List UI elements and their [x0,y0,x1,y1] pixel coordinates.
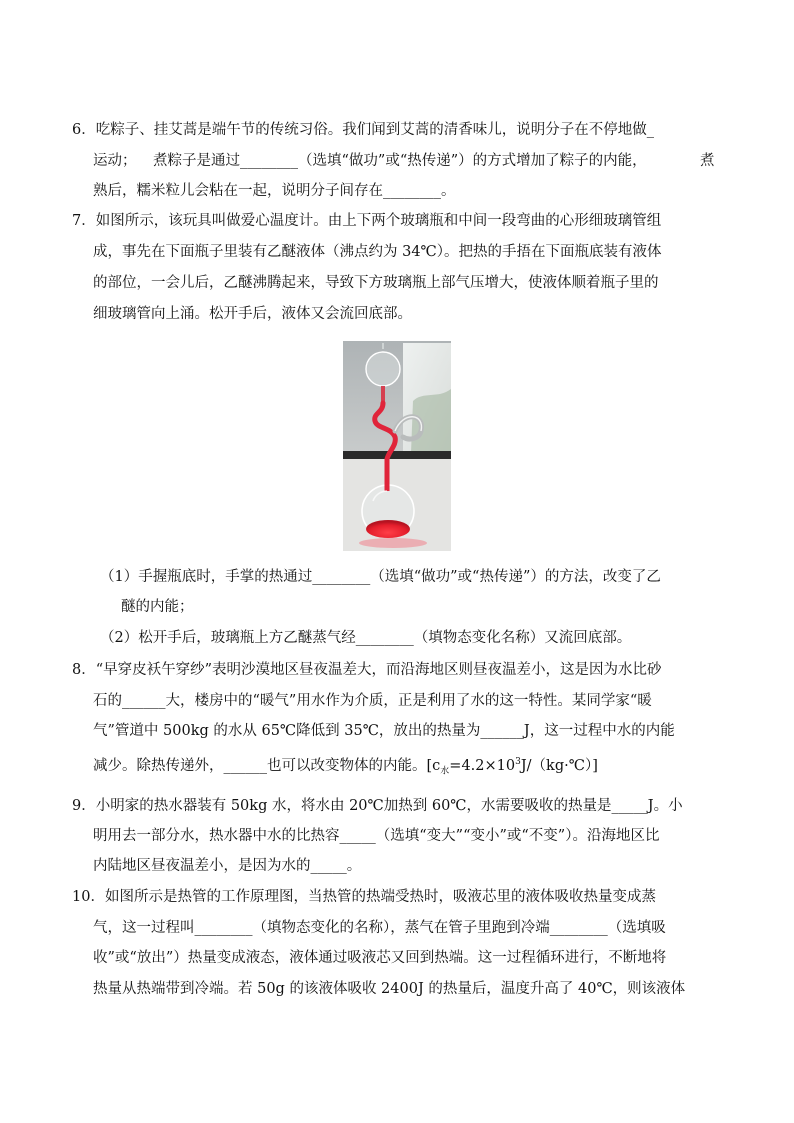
q7-text: 7．如图所示，该玩具叫做爱心温度计。由上下两个玻璃瓶和中间一段弯曲的心形细玻璃管组 [72,213,662,229]
q8-line-3 [0,721,794,741]
q10-line-1 [0,887,794,907]
q8-text: 石的______大，楼房中的“暖气”用水作为介质，正是利用了水的这一特性。某同学家“暖 [93,693,652,709]
q7-text: 细玻璃管向上涌。松开手后，液体又会流回底部。 [93,306,412,322]
q7-sub2-line [0,628,794,648]
q8-text: 8．“早穿皮袄午穿纱”表明沙漠地区昼夜温差大，而沿海地区则昼夜温差小，这是因为水比砂 [72,662,662,678]
q7-sub2-text: （2）松开手后，玻璃瓶上方乙醚蒸气经________（填物态变化名称）又流回底部。 [100,630,632,646]
q7-sub1-line-2 [0,597,794,617]
q10-text: 热量从热端带到冷端。若 50g 的该液体吸收 2400J 的热量后，温度升高了 40℃，则该液体 [93,981,686,997]
q8-line-1 [0,660,794,680]
q6-line-1 [0,120,794,140]
q10-text: 10．如图所示是热管的工作原理图，当热管的热端受热时，吸液芯里的液体吸收热量变成蒸 [72,889,656,905]
q10-line-4 [0,979,794,999]
q8-text: 减少。除热传递外，______也可以改变物体的内能。$[c_水=4.2\times 10^3J/(kg\cdot℃)]$ [93,757,598,777]
q8-line-2 [0,691,794,711]
love-meter-photo [343,341,451,551]
q6-text: 煮粽子是通过________（选填“做功”或“热传递”）的方式增加了粽子的内能， [153,153,647,169]
q7-sub1-text: （1）手握瓶底时，手掌的热通过________（选填“做功”或“热传递”）的方法，改变了乙 [100,569,661,585]
q6-line-2 [0,151,794,171]
q6-text: 6．吃粽子、挂艾蒿是端午节的传统习俗。我们闻到艾蒿的清香味儿，说明分子在不停地做_ [72,122,654,138]
q10-text: 气，这一过程叫________（填物态变化的名称），蒸气在管子里跑到冷端________（选填吸 [93,920,666,936]
q7-line-4 [0,304,794,324]
q9-line-1 [0,796,794,816]
q10-line-2 [0,918,794,938]
q9-line-2 [0,826,794,846]
q6-line-3 [0,181,794,201]
q10-line-3 [0,948,794,968]
q7-sub1-line-1 [0,567,794,587]
q6-text: 运动； [93,153,137,169]
q7-line-2 [0,242,794,262]
q8-line-4 [0,752,794,777]
q7-text: 的部位，一会儿后，乙醚沸腾起来，导致下方玻璃瓶上部气压增大，使液体顺着瓶子里的 [93,275,659,291]
q9-line-3 [0,856,794,876]
q6-text: 煮 [700,153,715,169]
q7-sub1-text: 醚的内能； [121,599,194,615]
q10-text: 收”或“放出”）热量变成液态，液体通过吸液芯又回到热端。这一过程循环进行，不断地将 [93,950,667,966]
q9-text: 内陆地区昼夜温差小，是因为水的_____。 [93,858,362,874]
q9-text: 9．小明家的热水器装有 50kg 水，将水由 20℃加热到 60℃，水需要吸收的热量是_____J。小 [72,798,683,814]
q7-line-1 [0,211,794,231]
q6-text: 熟后，糯米粒儿会粘在一起，说明分子间存在________。 [93,183,456,199]
q7-line-3 [0,273,794,293]
q7-text: 成，事先在下面瓶子里装有乙醚液体（沸点约为 34℃）。把热的手捂在下面瓶底装有液体 [93,244,662,260]
q8-text: 气”管道中 500kg 的水从 65℃降低到 35℃，放出的热量为______J，这一过程中水的内能 [93,723,675,739]
q9-text: 明用去一部分水，热水器中水的比热容_____（选填“变大”“变小”或“不变”）。沿海地区比 [93,828,660,844]
